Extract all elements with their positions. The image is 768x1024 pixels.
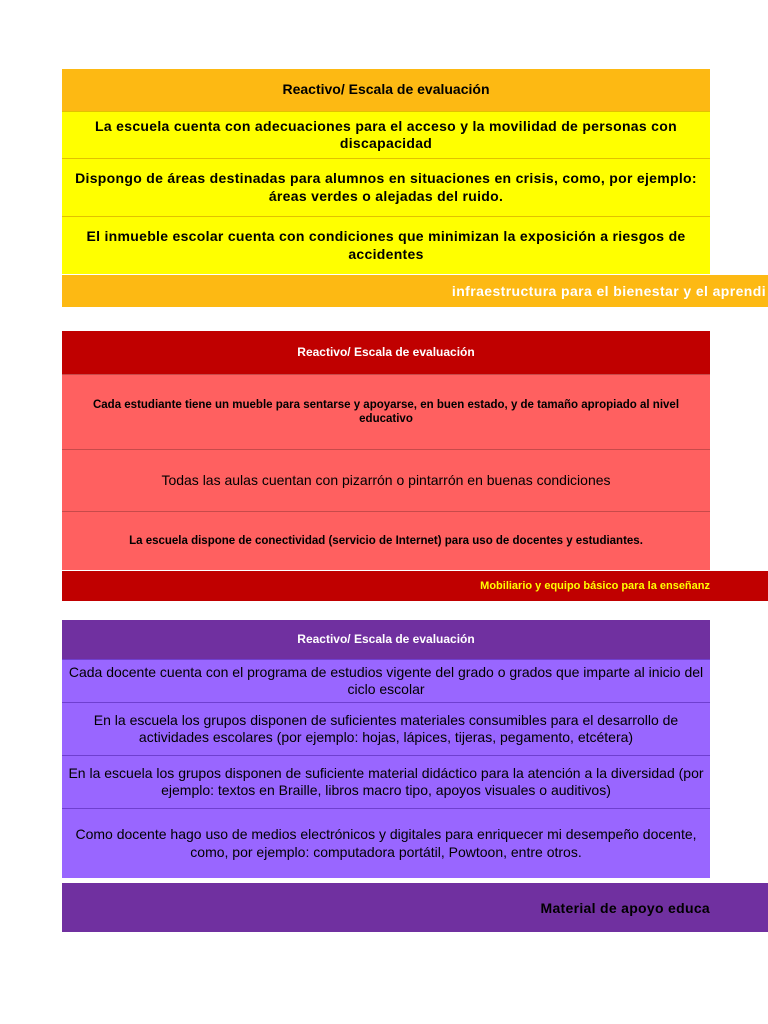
furniture-table [62,331,710,570]
section-title-bar [62,883,768,932]
section-title: Material de apoyo educa [540,899,710,916]
section-title-bar [62,275,768,307]
table-row: Todas las aulas cuentan con pizarrón o pintarrón en buenas condiciones [62,449,710,511]
section-title: infraestructura para el bienestar y el aprendi [451,283,766,299]
table-row: El inmueble escolar cuenta con condiciones que minimizan la exposición a riesgos de accidentes [62,216,710,274]
table-row: En la escuela los grupos disponen de suficientes materiales consumibles para el desarrollo de actividades escolares (por ejemplo: hojas, lápices, tijeras, pegamento, etcétera) [62,702,710,755]
table-header: Reactivo/ Escala de evaluación [62,69,710,111]
table-row: La escuela dispone de conectividad (servicio de Internet) para uso de docentes y estudiantes. [62,511,710,570]
table-row: En la escuela los grupos disponen de suficiente material didáctico para la atención a la diversidad (por ejemplo: textos en Braille, libros macro tipo, apoyos visuales o auditivos) [62,755,710,808]
table-header: Reactivo/ Escala de evaluación [62,331,710,374]
table-row: Dispongo de áreas destinadas para alumnos en situaciones en crisis, como, por ejemplo: áreas verdes o alejadas del ruido. [62,158,710,216]
section-title: Mobiliario y equipo básico para la enseñanz [480,580,710,592]
table-row: Cada estudiante tiene un mueble para sentarse y apoyarse, en buen estado, y de tamaño apropiado al nivel educativo [62,374,710,449]
table-header: Reactivo/ Escala de evaluación [62,620,710,659]
table-row: Cada docente cuenta con el programa de estudios vigente del grado o grados que imparte al inicio del ciclo escolar [62,659,710,702]
table-row: La escuela cuenta con adecuaciones para el acceso y la movilidad de personas con discapacidad [62,111,710,158]
table-row: Como docente hago uso de medios electrónicos y digitales para enriquecer mi desempeño docente, como, por ejemplo: computadora portátil, Powtoon, entre otros. [62,808,710,878]
materials-table [62,620,710,878]
section-title-bar [62,571,768,601]
infrastructure-table [62,69,710,274]
